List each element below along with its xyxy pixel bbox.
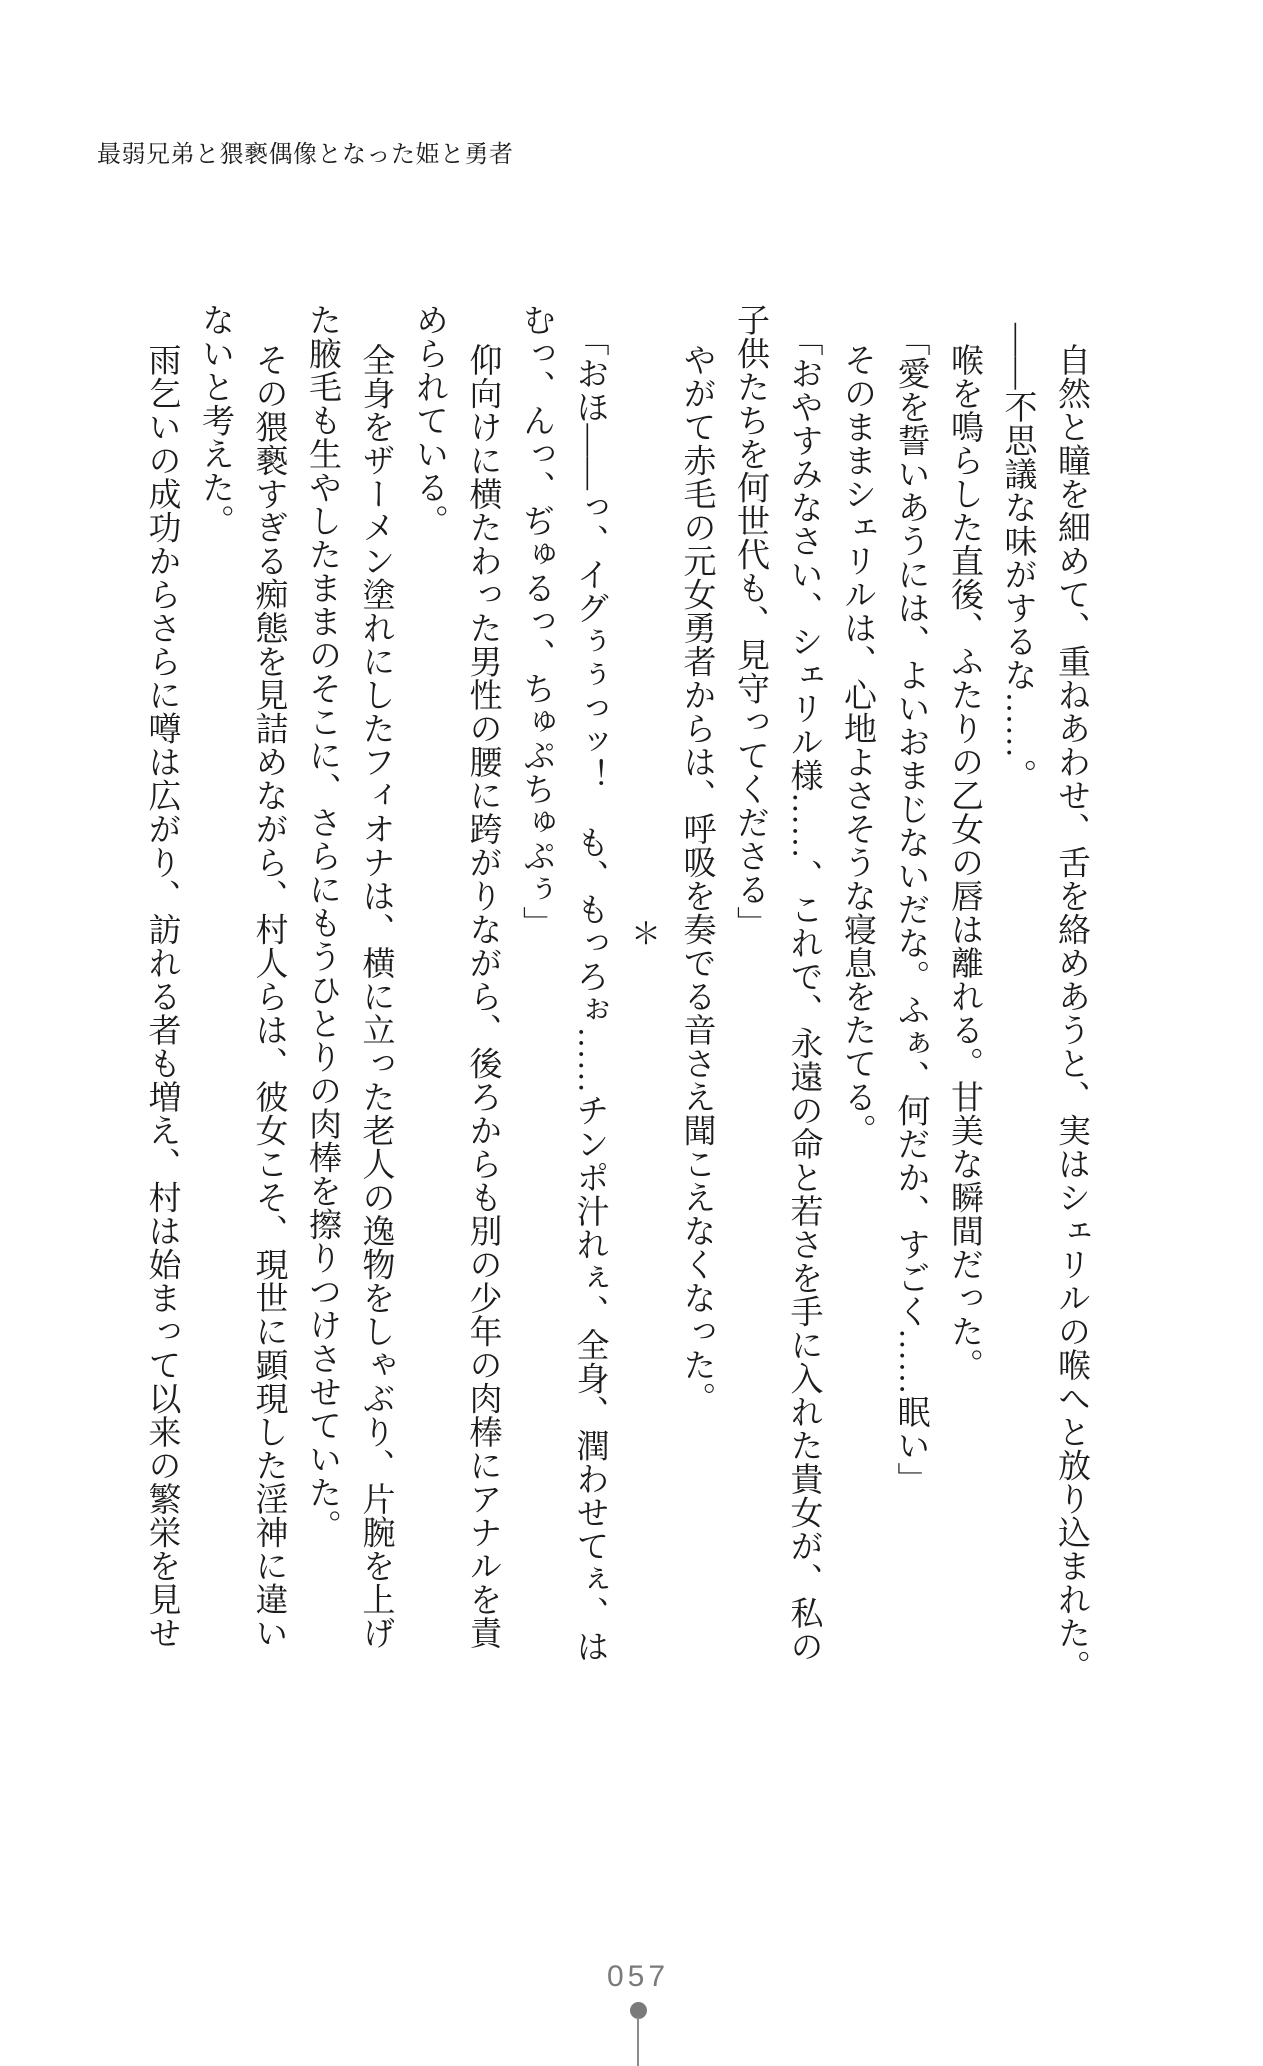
text-line: ないと考えた。	[197, 303, 233, 538]
text-line: 喉を鳴らした直後、ふたりの乙女の唇は離れる。甘美な瞬間だった。	[946, 343, 982, 1382]
text-line: 雨乞いの成功からさらに噂は広がり、訪れる者も増え、村は始まって以来の繁栄を見せ	[143, 343, 180, 1650]
text-block	[134, 303, 1097, 1703]
text-line: そのままシェリルは、心地よさそうな寝息をたてる。	[839, 343, 875, 1147]
text-line: 子供たちを何世代も、見守ってくださる」	[732, 303, 768, 940]
text-line: た腋毛も生やしたままのそこに、さらにもうひとりの肉棒を擦りつけさせていた。	[304, 303, 340, 1543]
text-line: 仰向けに横たわった男性の腰に跨がりながら、後ろからも別の少年の肉棒にアナルを責	[464, 343, 501, 1650]
page-number: 057	[606, 1960, 670, 1993]
text-line: 「おほ――っ、イグぅぅっッ！ も、もっろぉ……チンポ汁れぇ、全身、潤わせてぇ、は	[571, 323, 608, 1663]
text-line: められている。	[411, 303, 447, 538]
footer-stem-ornament	[637, 2017, 639, 2066]
text-line: やがて赤毛の元女勇者からは、呼吸を奏でる音さえ聞こえなくなった。	[678, 343, 715, 1415]
text-line: 全身をザーメン塗れにしたフィオナは、横に立った老人の逸物をしゃぶり、片腕を上げ	[357, 343, 394, 1650]
running-title: 最弱兄弟と猥褻偶像となった姫と勇者	[97, 142, 514, 168]
text-line: 「愛を誓いあうには、よいおまじないだな。ふぁ、何だか、すごく……眠い」	[892, 323, 929, 1496]
text-line: ――不思議な味がするな……。	[999, 323, 1036, 792]
text-line: むっ、んっ、ぢゅるっ、ちゅぷちゅぷぅ」	[518, 303, 554, 940]
text-line: 「おやすみなさい、シェリル様……、これで、永遠の命と若さを手に入れた貴女が、私の	[785, 323, 822, 1663]
text-line: その猥褻すぎる痴態を見詰めながら、村人らは、彼女こそ、現世に顕現した淫神に違い	[250, 343, 287, 1650]
text-line: 自然と瞳を細めて、重ねあわせ、舌を絡めあうと、実はシェリルの喉へと放り込まれた。	[1053, 343, 1089, 1683]
section-separator: ＊	[626, 917, 659, 949]
